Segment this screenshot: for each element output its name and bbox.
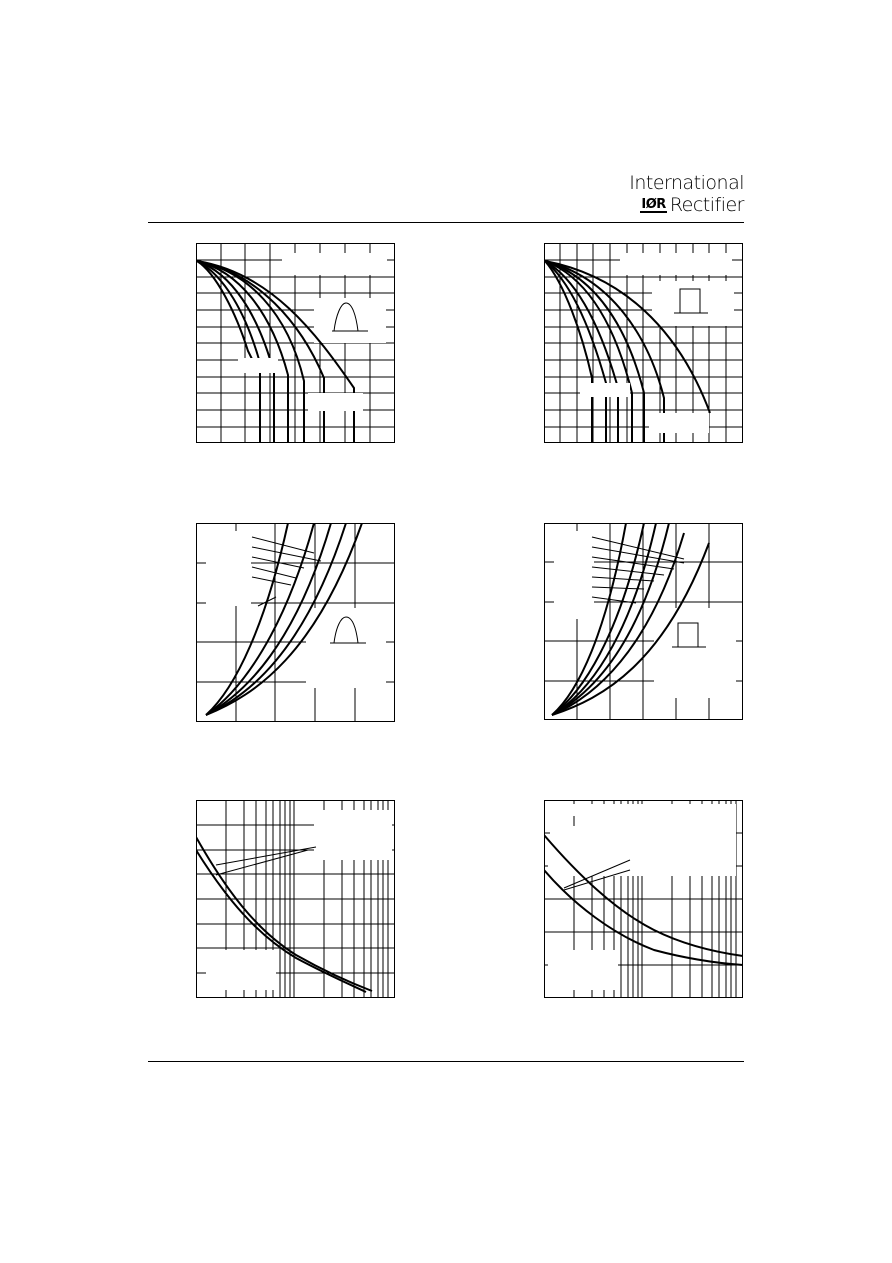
figure-1-svg	[196, 243, 395, 443]
company-logo	[629, 172, 744, 216]
figure-3-inset-bg	[306, 608, 386, 688]
figure-3-legend-blank	[206, 531, 251, 606]
figure-3-plot	[196, 523, 395, 722]
figure-1-annot-blank-2	[308, 393, 363, 411]
figure-5-plot	[196, 800, 395, 998]
figure-2-annot-blank-2	[649, 413, 709, 433]
header-rule	[148, 222, 744, 223]
figure-6-label-blank-2	[548, 950, 618, 990]
figure-2-plot	[544, 243, 743, 443]
figure-6-svg	[544, 800, 743, 998]
figure-2-label-blank	[620, 253, 732, 275]
logo-text-rectifier: Rectifier	[669, 194, 744, 216]
figure-5-label-blank	[314, 810, 392, 860]
figure-4-inset-bg	[654, 608, 736, 698]
logo-mark: IØR	[641, 196, 666, 212]
figure-3-svg	[196, 523, 395, 722]
figure-2-svg	[544, 243, 743, 443]
figure-1-label-blank	[282, 253, 387, 275]
footer-rule	[148, 1061, 744, 1062]
figure-2-annot-blank	[580, 383, 630, 397]
figure-6-plot	[544, 800, 743, 998]
figure-4-plot	[544, 523, 743, 720]
figure-5-label-blank-2	[206, 950, 276, 990]
logo-line-international: International	[629, 172, 744, 194]
figure-6-label-blank	[548, 804, 736, 876]
logo-line-rectifier	[629, 194, 744, 216]
figure-5-svg	[196, 800, 395, 998]
figure-4-svg	[544, 523, 743, 720]
figure-1-plot	[196, 243, 395, 443]
figure-2-inset-bg	[652, 281, 734, 326]
figure-1-annot-blank	[238, 358, 278, 373]
figure-4-legend-blank	[554, 531, 594, 619]
